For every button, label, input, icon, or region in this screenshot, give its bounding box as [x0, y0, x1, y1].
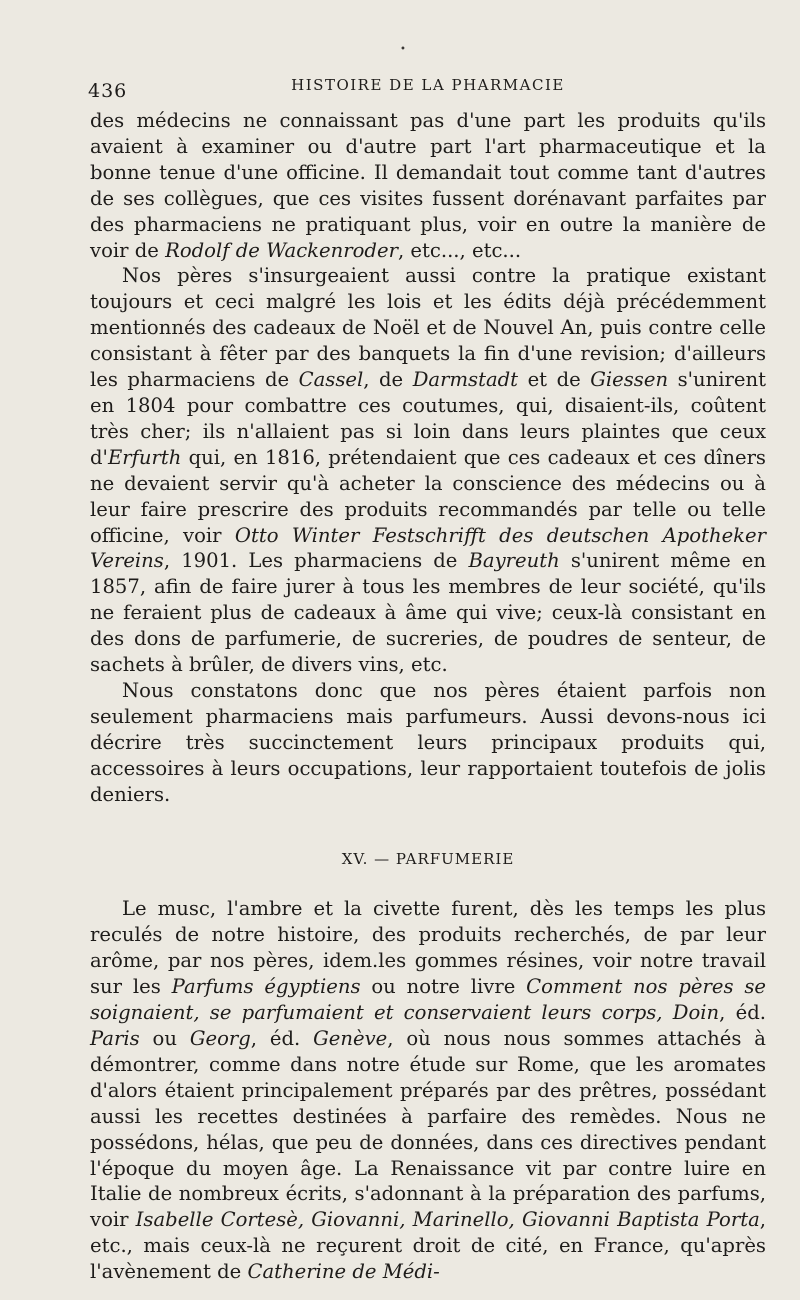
italic-reference: Isabelle Cortesè, Giovanni, Marinello, Giovanni Baptista Porta	[135, 1208, 760, 1232]
text-run: , etc..., etc...	[397, 238, 522, 262]
text-run: ou notre livre	[360, 975, 527, 999]
italic-reference: Paris	[90, 1027, 140, 1050]
italic-reference: Rodolf de Wackenroder	[165, 238, 398, 262]
italic-reference: Georg	[189, 1027, 251, 1050]
text-run: et de	[518, 368, 591, 392]
italic-reference: Genève	[313, 1027, 388, 1050]
text-run: , éd.	[250, 1027, 314, 1050]
body-text	[90, 108, 766, 1285]
italic-reference: Cassel	[298, 368, 364, 392]
running-title: HISTOIRE DE LA PHARMACIE	[291, 76, 565, 94]
text-run: , 1901. Les pharmaciens de	[163, 549, 469, 573]
page-number: 436	[88, 80, 128, 102]
text-run: , de	[363, 368, 413, 392]
italic-reference: Catherine de Médi-	[247, 1260, 440, 1284]
text-run: Nous constatons donc que nos pères étaient parfois non seulement pharmaciens mais parfumeurs. Aussi devons-nous ici décrire très succinctement leurs principaux produits qui, accessoires à leurs occupations, leur rapportaient toutefois de jolis deniers.	[90, 678, 766, 806]
text-run: , où nous nous sommes attachés à démontrer, comme dans notre étude sur Rome, que les aromates d'alors étaient principalement préparés par des prêtres, possédant aussi les recettes destinées à parfaire des remèdes. Nous ne possédons, hélas, que peu de données, dans ces directives pendant l'époque du moyen âge. La Renaissance vit par contre luire en Italie de nombreux écrits, s'adonnant à la préparation des parfums, voir	[90, 1027, 766, 1232]
italic-reference: Erfurth	[107, 445, 182, 469]
paragraph-4	[90, 896, 766, 1285]
paragraph-2	[90, 263, 766, 678]
paragraph-3	[90, 678, 766, 808]
text-run: , éd.	[719, 1001, 766, 1025]
italic-reference: Parfums égyptiens	[171, 975, 361, 999]
text-run: qui, en 1816, prétendaient que ces cadeaux et ces dîners ne devaient servir qu'à acheter la conscience des médecins ou à leur faire prescrire des produits recommandés par telle ou telle officine, voir	[90, 445, 766, 547]
italic-reference: Comment nos pères se soignaient, se parfumaient et conservaient leurs corps, Doin	[90, 975, 767, 1025]
section-title: XV. — PARFUMERIE	[341, 850, 515, 869]
text-run: Nos pères s'insurgeaient aussi contre la pratique existant toujours et ceci malgré les lois et les édits déjà précédemment mentionnés des cadeaux de Noël et de Nouvel An, puis contre celle consistant à fêter par des banquets la fin d'une revision; d'ailleurs les pharmaciens de	[90, 264, 766, 392]
text-run: ou	[139, 1027, 190, 1050]
text-run: , etc., mais ceux-là ne reçurent droit de cité, en France, qu'après l'avènement de	[90, 1208, 766, 1284]
paragraph-1	[90, 108, 766, 263]
italic-reference: Bayreuth	[468, 549, 560, 573]
italic-reference: Darmstadt	[412, 368, 519, 392]
text-run: des médecins ne connaissant pas d'une part les produits qu'ils avaient à examiner ou d'autre part l'art pharmaceutique et la bonne tenue d'une officine. Il demandait tout comme tant d'autres de ses collègues, que ces visites fussent dorénavant parfaites par des pharmaciens ne pratiquant plus, voir en outre la manière de voir de	[90, 109, 766, 262]
page-header	[88, 44, 768, 108]
italic-reference: Giessen	[590, 368, 669, 392]
text-run: Le musc, l'ambre et la civette furent, dès les temps les plus reculés de notre histoire, des produits recherchés, de par leur arôme, par nos pères, idem.les gommes résines, voir notre travail sur les	[90, 897, 766, 999]
text-run: s'unirent même en 1857, afin de faire jurer à tous les membres de leur société, qu'ils ne feraient plus de cadeaux à âme qui vive; ceux-là consistant en des dons de parfumerie, de sucreries, de poudres de senteur, de sachets à brûler, de divers vins, etc.	[90, 549, 766, 677]
italic-reference: Otto Winter Festschrifft des deutschen Apotheker Vereins	[90, 523, 766, 573]
text-run: s'unirent en 1804 pour combattre ces coutumes, qui, disaient-ils, coûtent très cher; ils n'allaient pas si loin dans leurs plaintes que ceux d'	[90, 368, 766, 469]
header-dot-mark: •	[400, 44, 406, 55]
